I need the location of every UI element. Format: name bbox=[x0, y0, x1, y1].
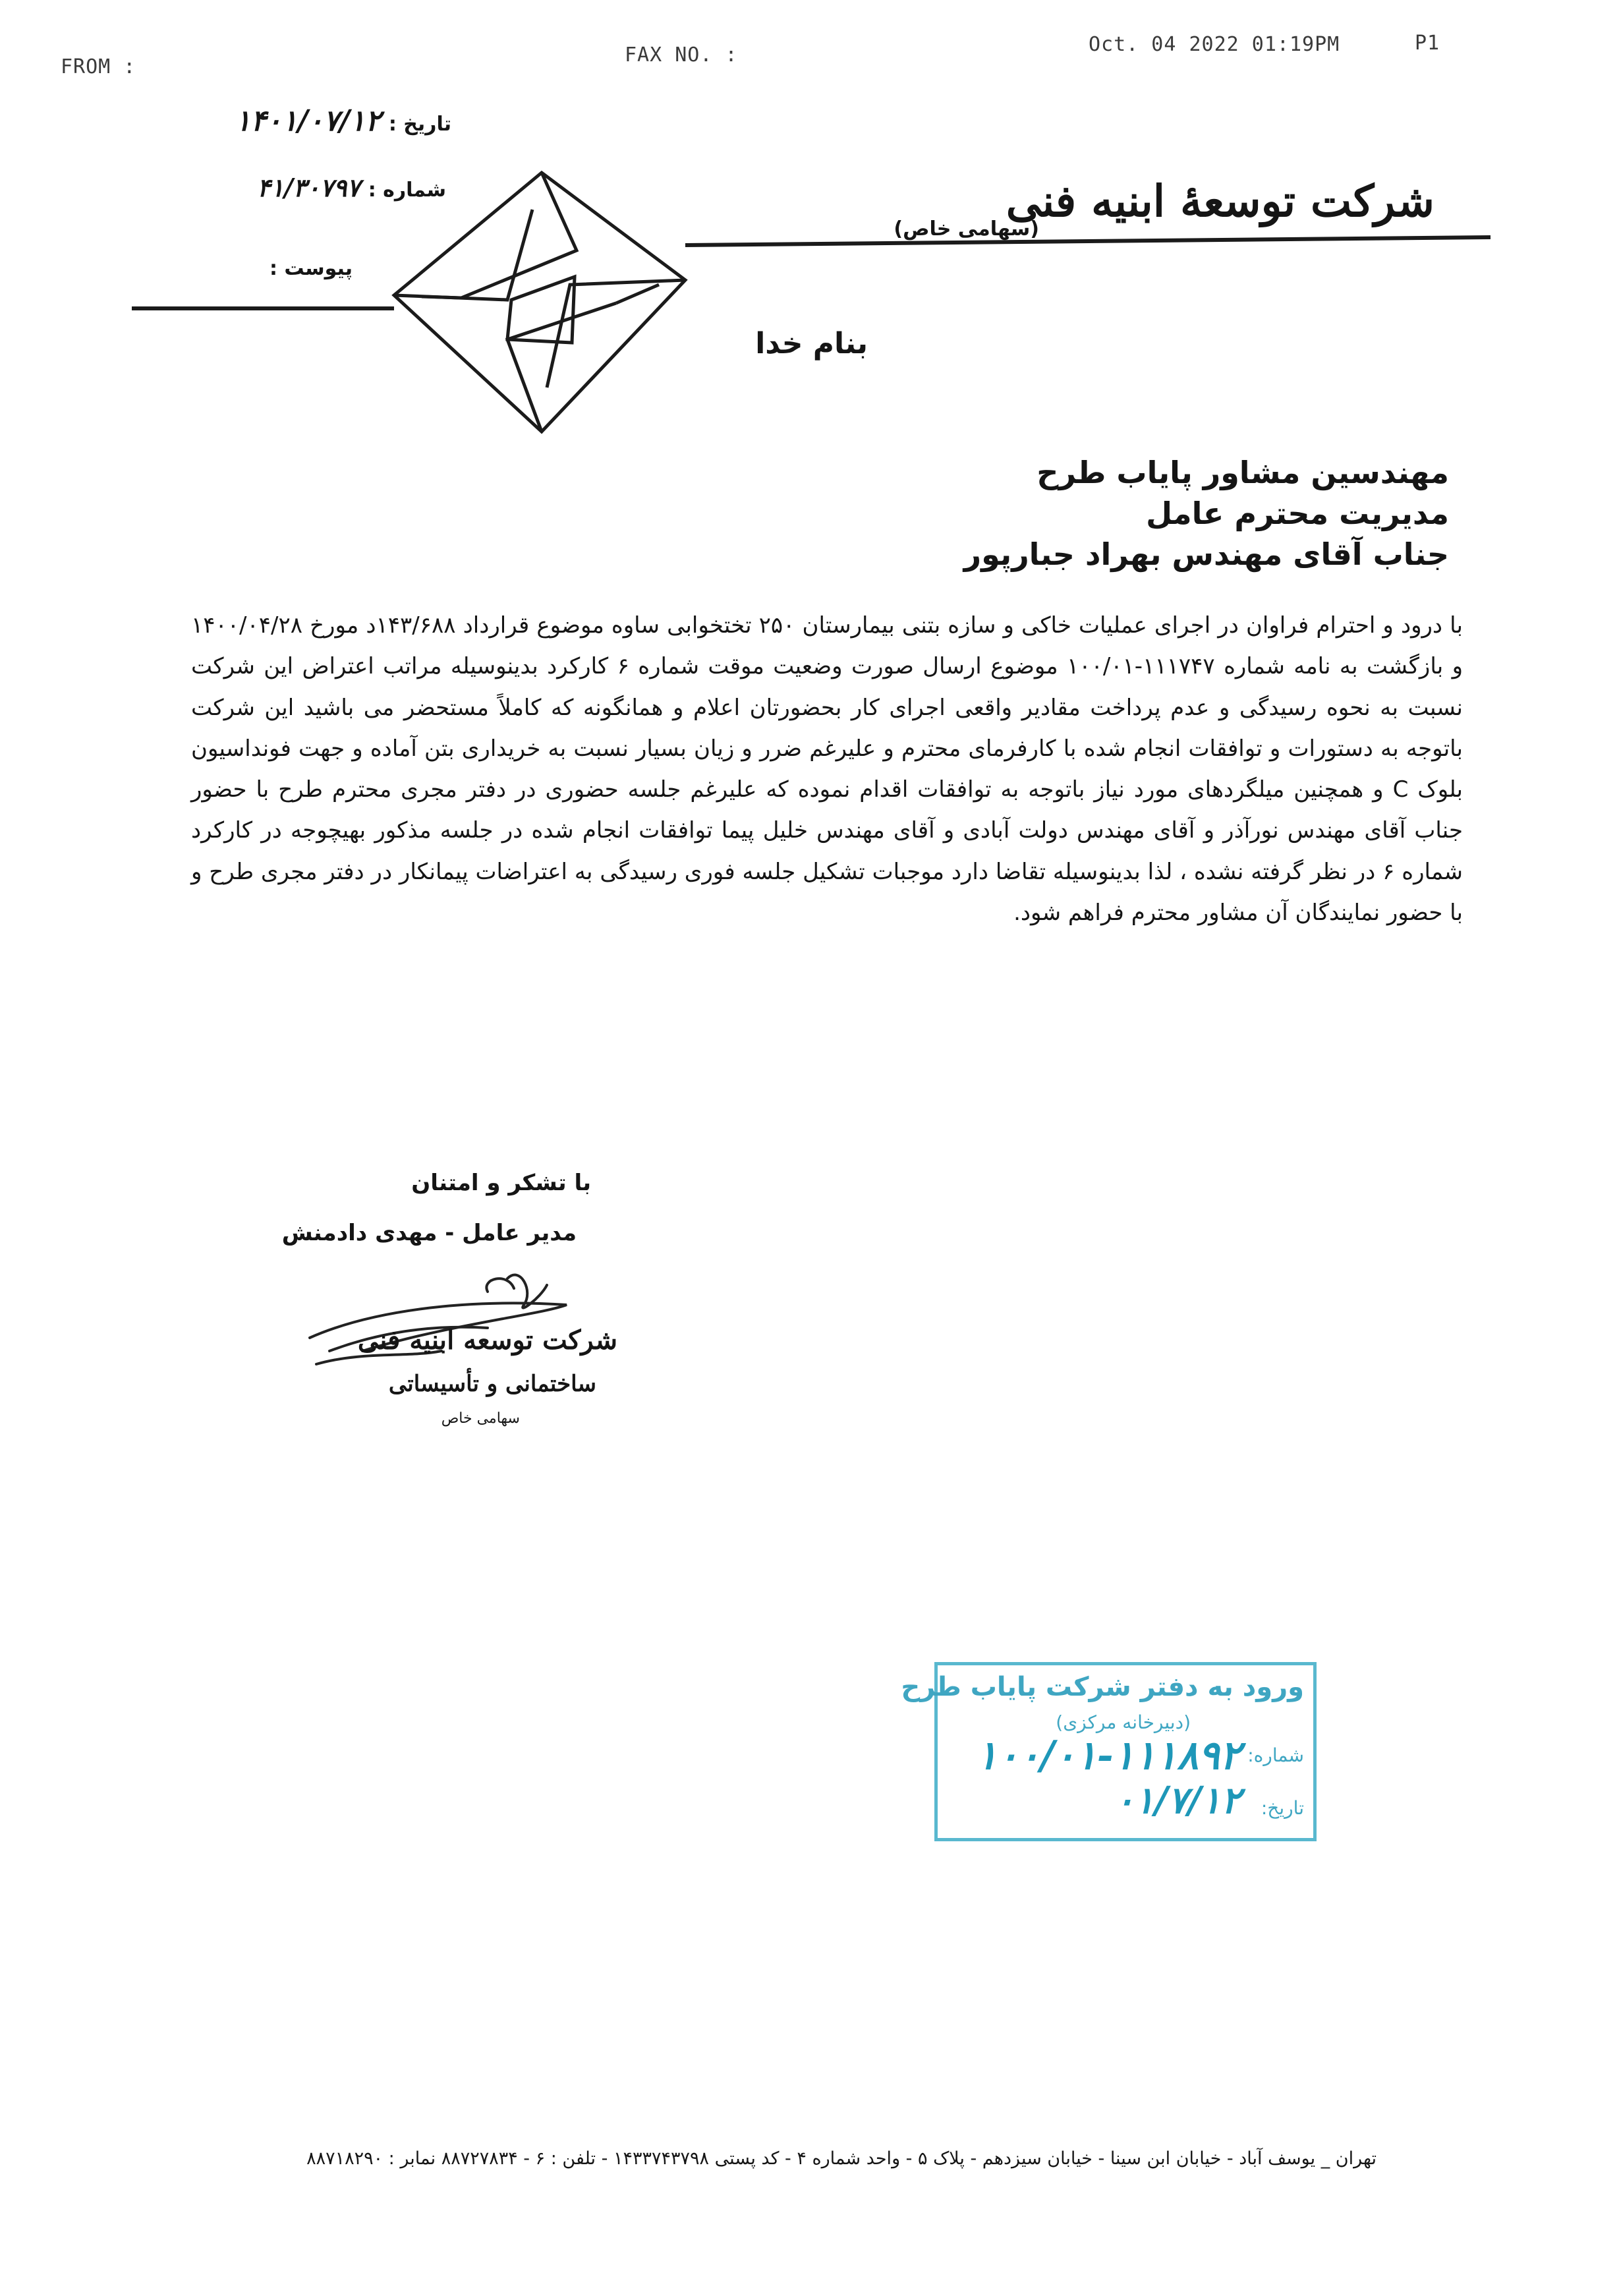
closing-thanks: با تشکر و امتنان bbox=[411, 1170, 591, 1196]
seal-company-type: ساختمانی و تأسیساتی bbox=[388, 1371, 596, 1397]
stamp-date-value: ۰۱/۷/۱۲ bbox=[1114, 1779, 1241, 1822]
seal-company-kind: سهامی خاص bbox=[441, 1410, 520, 1427]
bismillah: بنام خدا bbox=[755, 327, 868, 360]
stamp-number-label: شماره: bbox=[1247, 1744, 1304, 1766]
stamp-title: ورود به دفتر شرکت پایاب طرح bbox=[901, 1672, 1304, 1702]
fax-page: P1 bbox=[1415, 32, 1440, 55]
addressee-line-3: جناب آقای مهندس بهراد جبارپور bbox=[963, 536, 1449, 572]
company-name: شرکت توسعهٔ ابنیه فنی bbox=[1006, 175, 1434, 227]
addressee-line-1: مهندسین مشاور پایاب طرح bbox=[1037, 455, 1449, 490]
date-label: تاریخ : bbox=[388, 113, 451, 136]
addressee bbox=[658, 452, 1449, 575]
company-type: (سهامی خاص) bbox=[894, 217, 1039, 241]
letterhead-rule-right bbox=[685, 237, 1491, 245]
fax-number: FAX NO. : bbox=[625, 43, 738, 67]
stamp-subtitle: (دبیرخانه مرکزی) bbox=[1056, 1711, 1191, 1733]
date-value: ۱۴۰۱/۰۷/۱۲ bbox=[235, 104, 382, 138]
registration-stamp bbox=[901, 1662, 1317, 1841]
fax-timestamp: Oct. 04 2022 01:19PM bbox=[1089, 33, 1340, 56]
attachment-label: پیوست : bbox=[269, 257, 353, 280]
number-label: شماره : bbox=[368, 179, 446, 202]
stamp-number-value: ۱۰۰/۰۱-۱۱۱۸۹۲ bbox=[976, 1733, 1241, 1779]
signatory-name: مدیر عامل - مهدی دادمنش bbox=[281, 1220, 577, 1246]
footer-address: تهران _ یوسف آباد - خیابان ابن سینا - خیابان سیزدهم - پلاک ۵ - واحد شماره ۴ - کد پستی ۱۴۳۳۷۴۳۷۹۸ - تلفن : ۶ - ۸۸۷۲۷۸۳۴ نمابر : ۸۸۷۱۸۲۹۰ bbox=[306, 2148, 1377, 2169]
letter-body: با درود و احترام فراوان در اجرای عملیات خاکی و سازه بتنی بیمارستان ۲۵۰ تختخوابی ساوه موضوع قرارداد ۱۴۳/۶۸۸د مورخ ۱۴۰۰/۰۴/۲۸ و بازگشت به نامه شماره ۱۱۱۷۴۷-۱۰۰/۰۱ موضوع ارسال صورت وضعیت موقت شماره ۶ کارکرد بدینوسیله مراتب اعتراض این شرکت نسبت به نحوه رسیدگی و عدم پرداخت مقادیر واقعی اجرای کار بحضورتان اعلام و همانگونه که کاملاً مستحضر می باشید این شرکت باتوجه به دستورات و توافقات انجام شده با کارفرمای محترم و علیرغم ضرر و زیان بسیار نسبت به خریداری بتن آماده و جهت فونداسیون بلوک C و همچنین میلگردهای مورد نیاز باتوجه به توافقات اقدام نموده که علیرغم جلسه حضوری در دفتر مجری محترم طرح با حضور جناب آقای مهندس نورآذر و آقای مهندس دولت آبادی و آقای مهندس خلیل پیما توافقات انجام شده در جلسه مذکور بهیچوجه در کارکرد شماره ۶ در نظر گرفته نشده ، لذا بدینوسیله تقاضا دارد موجبات تشکیل جلسه فوری رسیدگی به اعتراضات پیمانکار در دفتر مجری طرح و با حضور نمایندگان آن مشاور محترم فراهم شود. bbox=[191, 612, 1463, 927]
seal-company-name: شرکت توسعه ابنیه فنی bbox=[357, 1325, 617, 1356]
letterhead-graphics bbox=[0, 0, 1619, 461]
fax-from: FROM : bbox=[61, 55, 136, 78]
addressee-line-2: مدیریت محترم عامل bbox=[1146, 496, 1449, 531]
stamp-date-label: تاریخ: bbox=[1261, 1797, 1304, 1819]
company-logo bbox=[394, 173, 685, 432]
number-value: ۴۱/۳۰۷۹۷ bbox=[257, 173, 360, 202]
